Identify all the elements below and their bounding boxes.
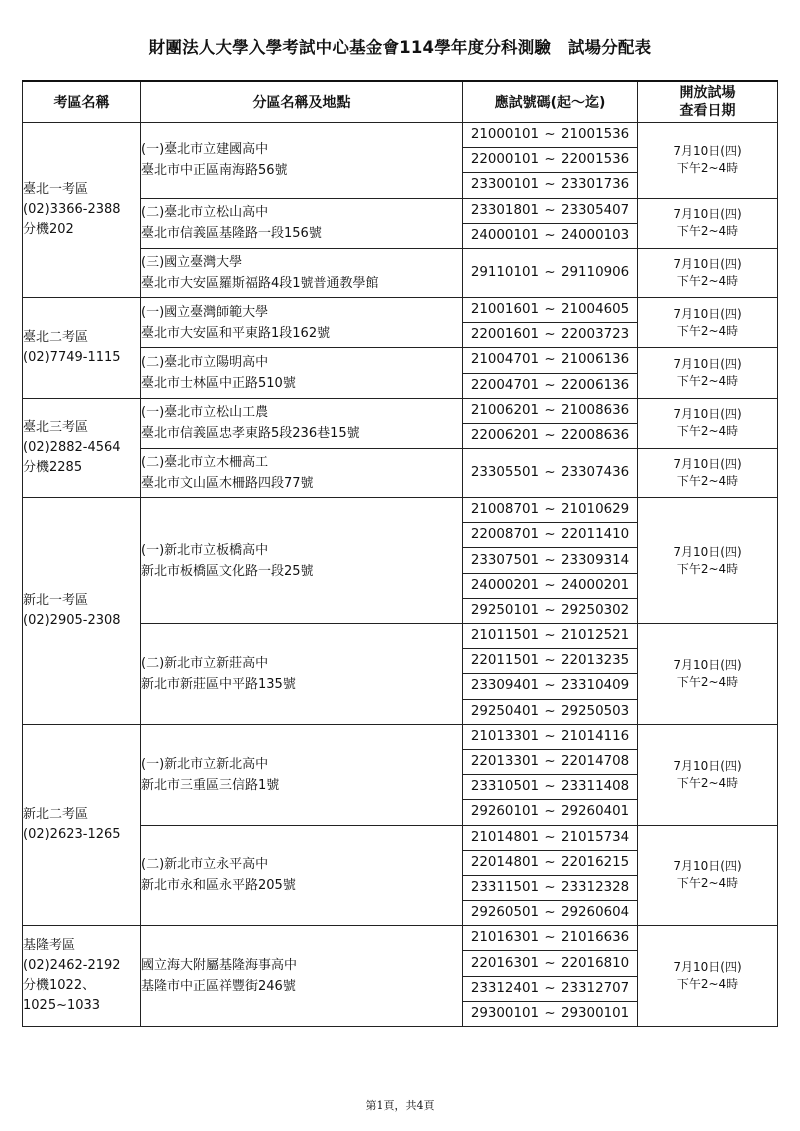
range-start: 21006201 bbox=[470, 402, 539, 418]
range-separator: ~ bbox=[544, 804, 556, 820]
open-time: 下午2~4時 bbox=[676, 161, 739, 176]
venue-name: (二)臺北市立陽明高中 bbox=[141, 355, 269, 370]
range-start: 29260101 bbox=[470, 804, 539, 820]
venue-address: 新北市三重區三信路1號 bbox=[141, 777, 280, 793]
range-start: 29260501 bbox=[470, 905, 539, 921]
venue-cell bbox=[141, 724, 463, 825]
range-separator: ~ bbox=[544, 502, 556, 518]
range-start: 22004701 bbox=[470, 377, 539, 393]
range-end: 21010629 bbox=[561, 502, 630, 518]
range-start: 22001601 bbox=[470, 327, 539, 343]
range-start: 23311501 bbox=[470, 879, 539, 895]
range-cell bbox=[463, 976, 638, 1001]
range-cell bbox=[463, 901, 638, 926]
open-date: 7月10日(四) bbox=[673, 859, 742, 874]
district-line: 臺北二考區 bbox=[23, 329, 89, 345]
range-start: 23305501 bbox=[470, 465, 539, 481]
open-time: 下午2~4時 bbox=[676, 424, 739, 439]
range-cell bbox=[463, 523, 638, 548]
header-row bbox=[23, 81, 778, 123]
range-separator: ~ bbox=[544, 127, 556, 143]
venue-cell bbox=[141, 449, 463, 498]
table-row bbox=[23, 123, 778, 148]
range-end: 22013235 bbox=[561, 653, 630, 669]
table-row bbox=[23, 297, 778, 322]
venue-address: 臺北市大安區和平東路1段162號 bbox=[141, 325, 331, 341]
venue-cell bbox=[141, 297, 463, 347]
district-line: 臺北一考區 bbox=[23, 181, 89, 197]
range-separator: ~ bbox=[544, 905, 556, 921]
range-cell bbox=[463, 674, 638, 699]
venue-name: (二)新北市立永平高中 bbox=[141, 857, 269, 873]
district-line: 1025~1033 bbox=[23, 998, 101, 1014]
range-end: 29250302 bbox=[561, 602, 630, 618]
range-start: 21011501 bbox=[470, 628, 539, 644]
range-cell bbox=[463, 148, 638, 173]
venue-name: (二)臺北市立松山高中 bbox=[141, 205, 269, 221]
range-end: 22014708 bbox=[561, 754, 630, 770]
range-end: 22003723 bbox=[561, 327, 630, 343]
range-separator: ~ bbox=[544, 602, 556, 618]
range-end: 24000103 bbox=[561, 227, 630, 243]
range-separator: ~ bbox=[544, 980, 556, 996]
range-end: 21015734 bbox=[561, 829, 630, 845]
district-line: (02)3366-2388 bbox=[23, 201, 121, 217]
range-separator: ~ bbox=[544, 402, 556, 418]
venue-address: 臺北市大安區羅斯福路4段1號普通教學館 bbox=[141, 275, 379, 291]
range-cell bbox=[463, 548, 638, 573]
range-start: 29250401 bbox=[470, 703, 539, 719]
venue-cell bbox=[141, 123, 463, 199]
open-date-cell bbox=[638, 449, 778, 498]
range-start: 23310501 bbox=[470, 779, 539, 795]
page-footer: 第1頁，共4頁 bbox=[365, 1099, 435, 1112]
range-start: 29110101 bbox=[470, 264, 539, 280]
range-end: 21006136 bbox=[561, 352, 630, 368]
range-end: 21004605 bbox=[561, 302, 630, 318]
range-cell bbox=[463, 850, 638, 875]
header-open-line-2: 查看日期 bbox=[679, 103, 736, 119]
range-cell bbox=[463, 649, 638, 674]
table-row bbox=[23, 498, 778, 523]
range-cell bbox=[463, 498, 638, 523]
range-cell bbox=[463, 423, 638, 448]
venue-cell bbox=[141, 825, 463, 926]
table-row bbox=[23, 724, 778, 749]
range-cell bbox=[463, 598, 638, 623]
open-date-cell bbox=[638, 348, 778, 398]
open-date: 7月10日(四) bbox=[673, 207, 742, 222]
range-start: 22008701 bbox=[470, 527, 539, 543]
range-separator: ~ bbox=[544, 577, 556, 593]
open-date: 7月10日(四) bbox=[673, 657, 742, 672]
range-end: 21012521 bbox=[561, 628, 630, 644]
range-separator: ~ bbox=[544, 427, 556, 443]
range-separator: ~ bbox=[544, 264, 556, 280]
venue-name: (二)臺北市立木柵高工 bbox=[141, 455, 269, 471]
venue-address: 新北市新莊區中平路135號 bbox=[141, 676, 296, 692]
open-date-cell bbox=[638, 398, 778, 448]
range-separator: ~ bbox=[544, 465, 556, 481]
range-end: 22011410 bbox=[561, 527, 630, 543]
open-date: 7月10日(四) bbox=[673, 306, 742, 321]
range-cell bbox=[463, 749, 638, 774]
range-end: 29110906 bbox=[561, 264, 630, 280]
open-date-cell bbox=[638, 624, 778, 725]
range-end: 29250503 bbox=[561, 703, 630, 719]
range-end: 24000201 bbox=[561, 577, 630, 593]
open-date-cell bbox=[638, 123, 778, 199]
district-cell bbox=[23, 724, 141, 926]
range-start: 22011501 bbox=[470, 653, 539, 669]
range-separator: ~ bbox=[544, 879, 556, 895]
range-separator: ~ bbox=[544, 930, 556, 946]
venue-cell bbox=[141, 624, 463, 725]
district-line: (02)2623-1265 bbox=[23, 827, 121, 842]
open-time: 下午2~4時 bbox=[676, 224, 739, 239]
range-cell bbox=[463, 800, 638, 825]
venue-name: 國立海大附屬基隆海事高中 bbox=[141, 958, 298, 974]
open-date: 7月10日(四) bbox=[673, 144, 742, 159]
district-line: (02)2905-2308 bbox=[23, 612, 121, 628]
range-separator: ~ bbox=[544, 728, 556, 744]
range-end: 23312707 bbox=[561, 980, 630, 996]
district-line: 基隆考區 bbox=[23, 938, 76, 954]
range-separator: ~ bbox=[544, 653, 556, 669]
open-date: 7月10日(四) bbox=[673, 457, 742, 472]
open-time: 下午2~4時 bbox=[676, 273, 739, 288]
venue-cell bbox=[141, 398, 463, 448]
range-cell bbox=[463, 348, 638, 373]
district-line: (02)7749-1115 bbox=[23, 349, 121, 365]
open-date-cell bbox=[638, 825, 778, 926]
header-open-line-1: 開放試場 bbox=[679, 85, 736, 101]
range-start: 29300101 bbox=[470, 1005, 539, 1021]
range-start: 21013301 bbox=[470, 728, 539, 744]
range-start: 23307501 bbox=[470, 552, 539, 568]
range-end: 23301736 bbox=[561, 177, 630, 193]
range-end: 22016810 bbox=[561, 955, 630, 971]
range-separator: ~ bbox=[544, 754, 556, 770]
venue-address: 臺北市信義區基隆路一段156號 bbox=[141, 226, 322, 242]
open-date-cell bbox=[638, 198, 778, 248]
open-time: 下午2~4時 bbox=[676, 561, 739, 576]
header-range: 應試號碼(起～迄) bbox=[463, 81, 638, 123]
open-date-cell bbox=[638, 724, 778, 825]
range-end: 22008636 bbox=[561, 427, 630, 443]
range-start: 22006201 bbox=[470, 427, 539, 443]
open-date: 7月10日(四) bbox=[673, 758, 742, 773]
open-time: 下午2~4時 bbox=[676, 374, 739, 388]
range-end: 23309314 bbox=[561, 552, 630, 568]
range-cell bbox=[463, 1001, 638, 1026]
venue-address: 臺北市中正區南海路56號 bbox=[141, 163, 288, 179]
range-separator: ~ bbox=[544, 829, 556, 845]
venue-cell bbox=[141, 248, 463, 297]
district-cell bbox=[23, 926, 141, 1027]
open-date-cell bbox=[638, 926, 778, 1027]
range-separator: ~ bbox=[544, 377, 556, 393]
range-cell bbox=[463, 398, 638, 423]
header-open-date bbox=[638, 81, 778, 123]
range-separator: ~ bbox=[544, 152, 556, 168]
range-end: 23312328 bbox=[561, 879, 630, 895]
table-row bbox=[23, 926, 778, 951]
district-line: 臺北三考區 bbox=[23, 419, 89, 435]
open-date-cell bbox=[638, 248, 778, 297]
range-end: 21008636 bbox=[561, 402, 630, 418]
open-date: 7月10日(四) bbox=[673, 960, 742, 975]
venue-name: (一)臺北市立松山工農 bbox=[141, 405, 269, 421]
range-cell bbox=[463, 123, 638, 148]
venue-cell bbox=[141, 348, 463, 398]
open-time: 下午2~4時 bbox=[676, 323, 739, 338]
district-cell bbox=[23, 123, 141, 298]
range-cell bbox=[463, 323, 638, 348]
range-end: 21001536 bbox=[561, 127, 630, 143]
open-date-cell bbox=[638, 297, 778, 347]
district-line: (02)2882-4564 bbox=[23, 439, 121, 455]
range-separator: ~ bbox=[544, 779, 556, 795]
range-separator: ~ bbox=[544, 352, 556, 368]
range-cell bbox=[463, 875, 638, 900]
venue-name: (二)新北市立新莊高中 bbox=[141, 655, 269, 671]
range-end: 22016215 bbox=[561, 854, 630, 870]
range-start: 23300101 bbox=[470, 177, 539, 193]
range-cell bbox=[463, 373, 638, 398]
range-start: 22000101 bbox=[470, 152, 539, 168]
range-separator: ~ bbox=[544, 552, 556, 568]
range-cell bbox=[463, 449, 638, 498]
range-start: 21004701 bbox=[470, 352, 539, 368]
range-end: 29260401 bbox=[561, 804, 630, 820]
range-separator: ~ bbox=[544, 327, 556, 343]
range-cell bbox=[463, 248, 638, 297]
range-end: 23307436 bbox=[561, 465, 630, 481]
open-time: 下午2~4時 bbox=[676, 876, 739, 891]
range-start: 21001601 bbox=[470, 302, 539, 318]
venue-address: 新北市永和區永平路205號 bbox=[141, 878, 296, 894]
range-start: 22014801 bbox=[470, 854, 539, 870]
open-date: 7月10日(四) bbox=[673, 544, 742, 559]
range-end: 23305407 bbox=[561, 202, 630, 218]
range-separator: ~ bbox=[544, 227, 556, 243]
range-end: 21016636 bbox=[561, 930, 630, 946]
range-start: 21000101 bbox=[470, 127, 539, 143]
range-start: 21014801 bbox=[470, 829, 539, 845]
open-date-cell bbox=[638, 498, 778, 624]
range-start: 22016301 bbox=[470, 955, 539, 971]
venue-cell bbox=[141, 498, 463, 624]
range-start: 23301801 bbox=[470, 202, 539, 218]
range-separator: ~ bbox=[544, 678, 556, 694]
range-end: 23310409 bbox=[561, 678, 630, 694]
range-cell bbox=[463, 699, 638, 724]
venue-address: 臺北市信義區忠孝東路5段236巷15號 bbox=[141, 426, 360, 442]
range-end: 22006136 bbox=[561, 377, 630, 393]
range-start: 23312401 bbox=[470, 980, 539, 996]
range-separator: ~ bbox=[544, 1005, 556, 1021]
range-cell bbox=[463, 624, 638, 649]
range-cell bbox=[463, 223, 638, 248]
range-start: 24000201 bbox=[470, 577, 539, 593]
range-separator: ~ bbox=[544, 527, 556, 543]
range-separator: ~ bbox=[544, 854, 556, 870]
range-end: 23311408 bbox=[561, 779, 630, 795]
open-time: 下午2~4時 bbox=[676, 775, 739, 790]
district-cell bbox=[23, 498, 141, 725]
range-cell bbox=[463, 724, 638, 749]
district-line: 分機2285 bbox=[23, 459, 83, 475]
district-line: 分機1022、 bbox=[23, 978, 96, 994]
range-cell bbox=[463, 297, 638, 322]
range-end: 22001536 bbox=[561, 152, 630, 168]
range-start: 21008701 bbox=[470, 502, 539, 518]
district-line: (02)2462-2192 bbox=[23, 958, 121, 974]
venue-address: 臺北市文山區木柵路四段77號 bbox=[141, 476, 314, 492]
range-separator: ~ bbox=[544, 177, 556, 193]
range-cell bbox=[463, 775, 638, 800]
range-separator: ~ bbox=[544, 955, 556, 971]
header-venue: 分區名稱及地點 bbox=[141, 81, 463, 123]
range-cell bbox=[463, 951, 638, 976]
district-line: 分機202 bbox=[23, 221, 74, 237]
venue-name: (一)國立臺灣師範大學 bbox=[141, 304, 269, 320]
open-time: 下午2~4時 bbox=[676, 474, 739, 489]
open-date: 7月10日(四) bbox=[673, 357, 742, 371]
range-separator: ~ bbox=[544, 703, 556, 719]
range-separator: ~ bbox=[544, 302, 556, 318]
header-district: 考區名稱 bbox=[23, 81, 141, 123]
range-cell bbox=[463, 198, 638, 223]
district-cell bbox=[23, 297, 141, 398]
district-line: 新北一考區 bbox=[23, 592, 89, 608]
range-end: 29300101 bbox=[561, 1005, 630, 1021]
range-start: 24000101 bbox=[470, 227, 539, 243]
district-cell bbox=[23, 398, 141, 497]
range-separator: ~ bbox=[544, 628, 556, 644]
venue-name: (一)新北市立板橋高中 bbox=[141, 542, 269, 558]
page-title: 財團法人大學入學考試中心基金會114學年度分科測驗 試場分配表 bbox=[148, 38, 652, 57]
allocation-table bbox=[22, 80, 778, 1027]
open-time: 下午2~4時 bbox=[676, 977, 739, 992]
range-start: 21016301 bbox=[470, 930, 539, 946]
venue-name: (一)臺北市立建國高中 bbox=[141, 142, 269, 158]
table-body bbox=[23, 123, 778, 1027]
range-cell bbox=[463, 173, 638, 198]
range-start: 22013301 bbox=[470, 754, 539, 770]
range-start: 23309401 bbox=[470, 678, 539, 694]
range-cell bbox=[463, 573, 638, 598]
open-time: 下午2~4時 bbox=[676, 674, 739, 689]
open-date: 7月10日(四) bbox=[673, 256, 742, 271]
table-row bbox=[23, 398, 778, 423]
range-cell bbox=[463, 926, 638, 951]
range-separator: ~ bbox=[544, 202, 556, 218]
venue-address: 基隆市中正區祥豐街246號 bbox=[141, 979, 296, 995]
venue-name: (三)國立臺灣大學 bbox=[141, 254, 243, 270]
venue-cell bbox=[141, 926, 463, 1027]
venue-cell bbox=[141, 198, 463, 248]
range-start: 29250101 bbox=[470, 602, 539, 618]
district-line: 新北二考區 bbox=[23, 807, 89, 822]
venue-address: 新北市板橋區文化路一段25號 bbox=[141, 563, 314, 579]
venue-name: (一)新北市立新北高中 bbox=[141, 756, 269, 772]
venue-address: 臺北市士林區中正路510號 bbox=[141, 376, 296, 391]
range-cell bbox=[463, 825, 638, 850]
range-end: 29260604 bbox=[561, 905, 630, 921]
open-date: 7月10日(四) bbox=[673, 407, 742, 422]
range-end: 21014116 bbox=[561, 728, 630, 744]
